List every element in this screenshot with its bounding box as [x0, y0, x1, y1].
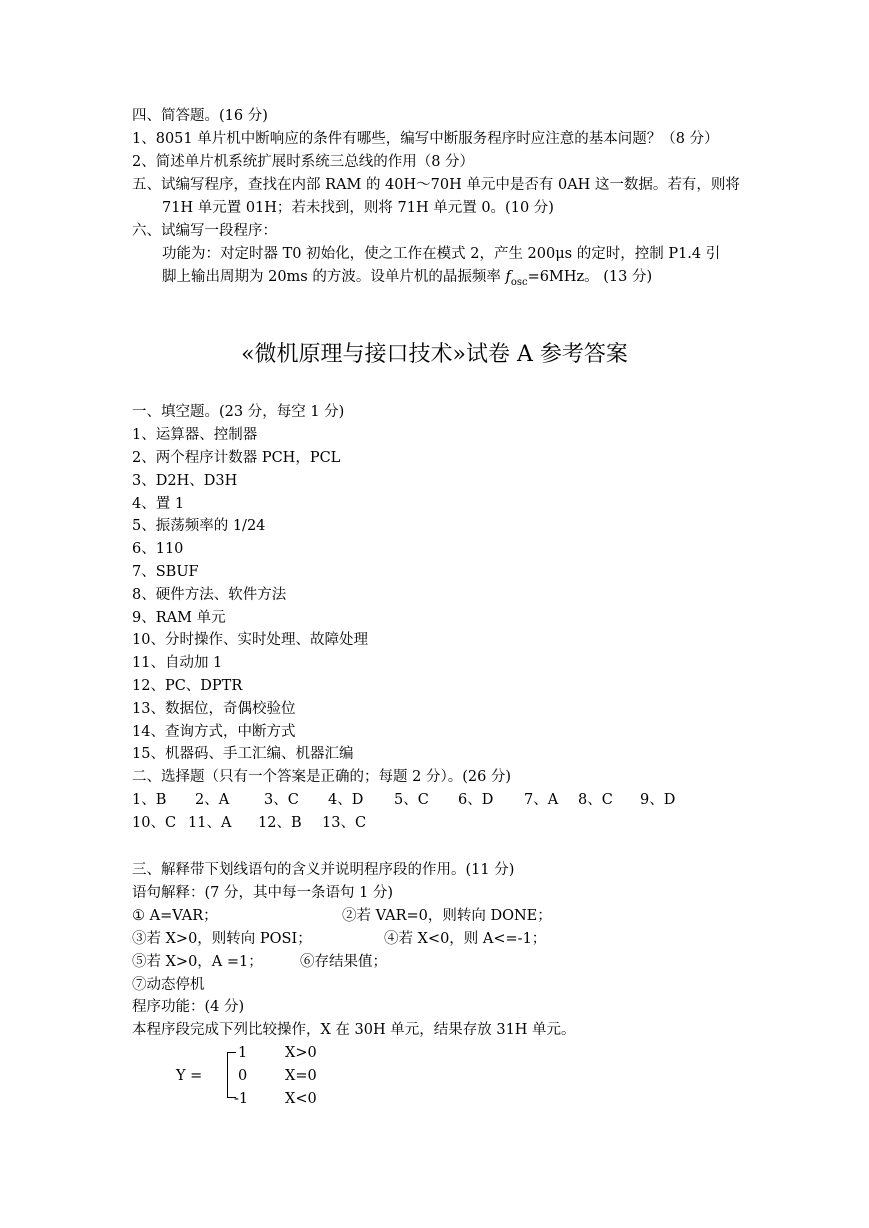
- list-item: 7、SBUF: [132, 564, 199, 580]
- list-item: 8、硬件方法、软件方法: [132, 587, 287, 603]
- list-item: 10、分时操作、实时处理、故障处理: [132, 632, 368, 648]
- statement-2: ②若 VAR=0，则转向 DONE；: [342, 908, 552, 924]
- choice-answer: 13、C: [322, 815, 367, 831]
- case-condition: X>0: [285, 1045, 317, 1061]
- q6-line-1: 功能为：对定时器 T0 初始化，使之工作在模式 2，产生 200μs 的定时，控制 P1.4 引: [162, 246, 721, 262]
- choice-answer: 9、D: [640, 792, 676, 808]
- choice-answer: 7、A: [524, 792, 559, 808]
- statement-4: ④若 X<0，则 A<=-1；: [384, 931, 547, 947]
- choice-answer: 1、B: [132, 792, 167, 808]
- list-item: 9、RAM 单元: [132, 610, 226, 626]
- section1-heading: 一、填空题。(23 分，每空 1 分): [132, 404, 345, 420]
- choice-answer: 11、A: [188, 815, 232, 831]
- choice-answer: 2、A: [195, 792, 230, 808]
- answer-title: «微机原理与接口技术»试卷 A 参考答案: [241, 342, 628, 367]
- case-value: 1: [238, 1045, 248, 1061]
- program-description: 本程序段完成下列比较操作，X 在 30H 单元，结果存放 31H 单元。: [132, 1022, 576, 1038]
- choice-answer: 8、C: [578, 792, 613, 808]
- list-item: 11、自动加 1: [132, 655, 223, 671]
- choice-row-1: [132, 790, 732, 810]
- list-item: 3、D2H、D3H: [132, 473, 238, 489]
- choice-answer: 10、C: [132, 815, 177, 831]
- choice-answer: 5、C: [394, 792, 429, 808]
- section3-sub1: 语句解释：(7 分，其中每一条语句 1 分): [132, 885, 394, 901]
- choice-row-2: [132, 813, 432, 833]
- choice-answer: 4、D: [328, 792, 364, 808]
- list-item: 14、查询方式，中断方式: [132, 724, 296, 740]
- q5-line-2: 71H 单元置 01H；若未找到，则将 71H 单元置 0。(10 分): [162, 200, 554, 216]
- statement-6: ⑥存结果值；: [300, 954, 387, 970]
- case-value: -1: [234, 1091, 249, 1107]
- q4-item-1: 1、8051 单片机中断响应的条件有哪些，编写中断服务程序时应注意的基本问题？（8 分）: [132, 131, 719, 147]
- statement-7: ⑦动态停机: [132, 977, 205, 993]
- q6-f-symbol: f: [505, 269, 511, 285]
- choice-answer: 6、D: [458, 792, 494, 808]
- case-condition: X=0: [285, 1068, 317, 1084]
- list-item: 1、运算器、控制器: [132, 427, 258, 443]
- q4-heading: 四、简答题。(16 分): [132, 108, 268, 124]
- q6-line-2-post: =6MHz。 (13 分): [527, 269, 653, 285]
- q5-line-1: 五、试编写程序，查找在内部 RAM 的 40H～70H 单元中是否有 0AH 这一数据。若有，则将: [132, 177, 740, 193]
- list-item: 6、110: [132, 541, 184, 557]
- section3-heading: 三、解释带下划线语句的含义并说明程序段的作用。(11 分): [132, 862, 515, 878]
- list-item: 13、数据位，奇偶校验位: [132, 701, 296, 717]
- section2-heading: 二、选择题（只有一个答案是正确的；每题 2 分）。(26 分): [132, 769, 512, 785]
- list-item: 12、PC、DPTR: [132, 678, 243, 694]
- y-label: Y =: [176, 1068, 203, 1084]
- q6-f-subscript: osc: [510, 276, 528, 288]
- section3-sub2: 程序功能：(4 分): [132, 999, 245, 1015]
- list-item: 5、振荡频率的 1/24: [132, 518, 266, 534]
- case-value: 0: [238, 1068, 248, 1084]
- list-item: 15、机器码、手工汇编、机器汇编: [132, 746, 354, 762]
- case-condition: X<0: [285, 1091, 317, 1107]
- choice-answer: 3、C: [264, 792, 299, 808]
- choice-answer: 12、B: [258, 815, 302, 831]
- q6-line-2: [162, 267, 652, 293]
- q6-line-2-pre: 脚上输出周期为 20ms 的方波。设单片机的晶振频率: [162, 269, 506, 285]
- statement-5: ⑤若 X>0，A =1；: [132, 954, 263, 970]
- statement-3: ③若 X>0，则转向 POSI；: [132, 931, 312, 947]
- list-item: 4、置 1: [132, 496, 185, 512]
- statement-1: ① A=VAR；: [132, 908, 218, 924]
- q6-heading: 六、试编写一段程序：: [132, 223, 277, 239]
- q4-item-2: 2、简述单片机系统扩展时系统三总线的作用（8 分）: [132, 154, 475, 170]
- list-item: 2、两个程序计数器 PCH，PCL: [132, 450, 341, 466]
